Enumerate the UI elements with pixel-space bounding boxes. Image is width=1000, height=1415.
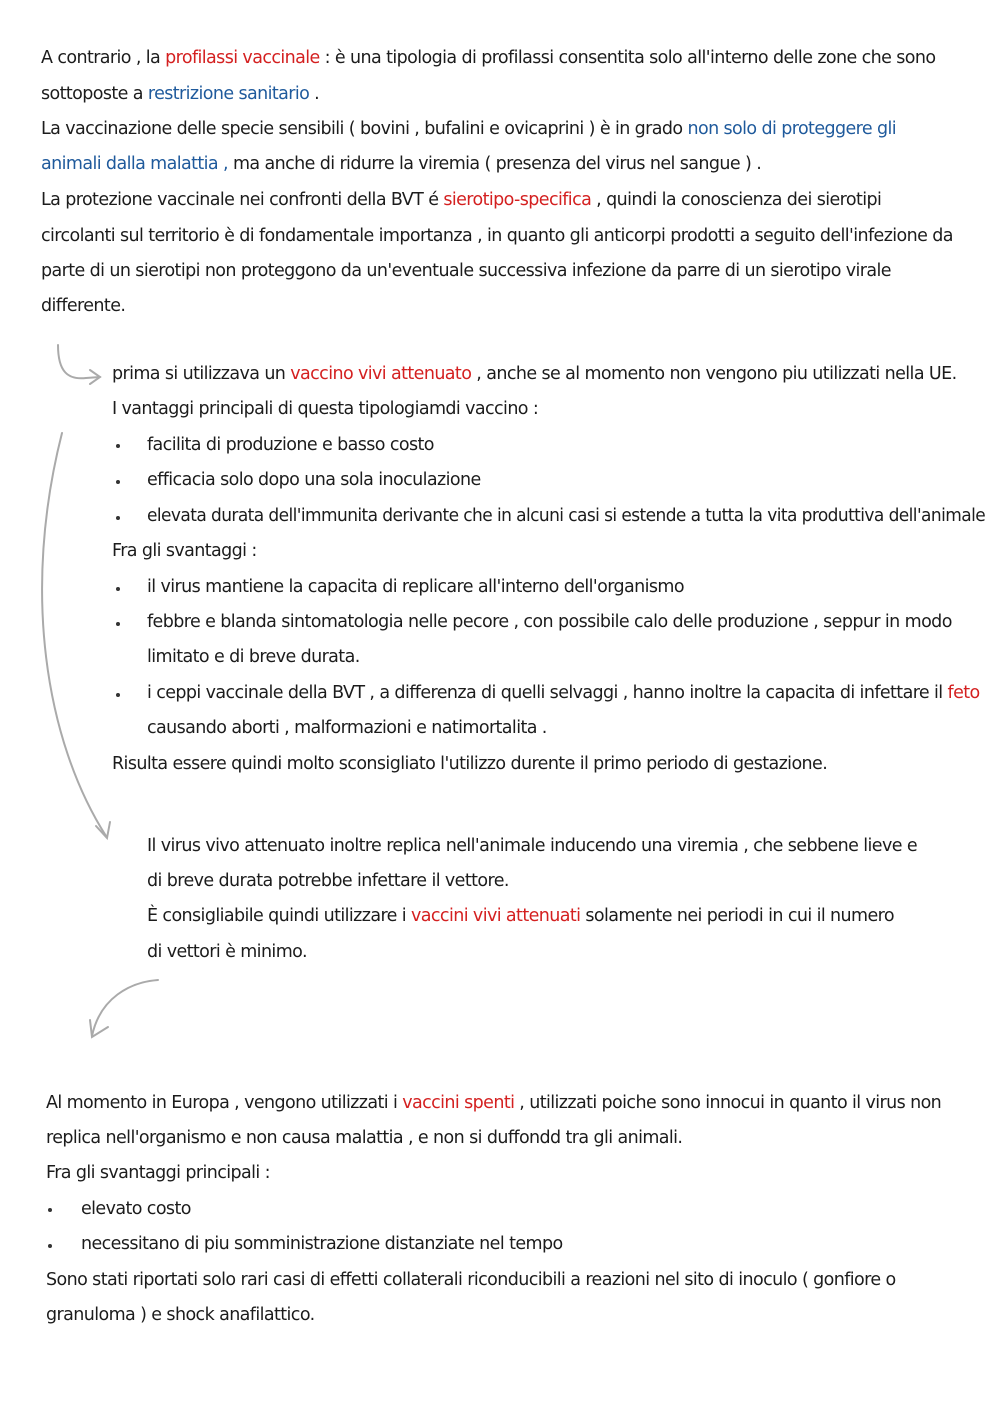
para1-line3: La vaccinazione delle specie sensibili ( bovini , bufalini e ovicaprini ) è in grado non solo di proteggere gli	[41, 119, 897, 139]
para1-line7: parte di un sierotipi non proteggono da un'eventuale successiva infezione da parre di un sierotipo virale	[41, 261, 891, 281]
bullet-icon	[116, 587, 120, 591]
para1-line1: A contrario , la profilassi vaccinale : è una tipologia di profilassi consentita solo all'interno delle zone che sono	[41, 48, 936, 68]
para4-disadvantages-title: Fra gli svantaggi principali :	[46, 1163, 270, 1183]
advantages-title: I vantaggi principali di questa tipologiamdi vaccino :	[112, 399, 539, 419]
para1-line6: circolanti sul territorio è di fondamentale importanza , in quanto gli anticorpi prodotti a seguito dell'infezione da	[41, 226, 953, 246]
para4-line1: Al momento in Europa , vengono utilizzati i vaccini spenti , utilizzati poiche sono innocui in quanto il virus non	[46, 1093, 942, 1113]
advantage-item: facilita di produzione e basso costo	[147, 435, 434, 455]
return-arrow-icon	[92, 980, 158, 1036]
para3-line3: È consigliabile quindi utilizzare i vaccini vivi attenuati solamente nei periodi in cui il numero	[147, 906, 894, 926]
bullet-icon	[48, 1244, 52, 1248]
curved-arrow-icon	[42, 433, 106, 836]
disadvantage-item-cont: causando aborti , malformazioni e natimortalita .	[147, 718, 547, 738]
para3-line4: di vettori è minimo.	[147, 942, 307, 962]
bullet-icon	[116, 444, 120, 448]
para1-line4: animali dalla malattia , ma anche di ridurre la viremia ( presenza del virus nel sangue ) .	[41, 154, 762, 174]
para4-line5: Sono stati riportati solo rari casi di effetti collaterali riconducibili a reazioni nel sito di inoculo ( gonfiore o	[46, 1270, 896, 1290]
para4-line2: replica nell'organismo e non causa malattia , e non si duffondd tra gli animali.	[46, 1128, 683, 1148]
list-item: elevato costo	[81, 1199, 191, 1219]
disadvantages-title: Fra gli svantaggi :	[112, 541, 257, 561]
para3-line2: di breve durata potrebbe infettare il vettore.	[147, 871, 509, 891]
advantage-item: elevata durata dell'immunita derivante che in alcuni casi si estende a tutta la vita produttiva dell'animale	[147, 506, 986, 526]
list-item: necessitano di piu somministrazione distanziate nel tempo	[81, 1234, 563, 1254]
para3-line1: Il virus vivo attenuato inoltre replica nell'animale inducendo una viremia , che sebbene lieve e	[147, 836, 918, 856]
disadvantage-item: febbre e blanda sintomatologia nelle pecore , con possibile calo delle produzione , seppur in modo	[147, 612, 952, 632]
advantage-item: efficacia solo dopo una sola inoculazione	[147, 470, 481, 490]
conclusion-line: Risulta essere quindi molto sconsigliato l'utilizzo durente il primo periodo di gestazione.	[112, 754, 828, 774]
bullet-icon	[116, 693, 120, 697]
para1-line2: sottoposte a restrizione sanitario .	[41, 84, 320, 104]
para4-line6: granuloma ) e shock anafilattico.	[46, 1305, 315, 1325]
bullet-icon	[116, 622, 120, 626]
bullet-icon	[116, 516, 120, 520]
live-vaccine-intro: prima si utilizzava un vaccino vivi attenuato , anche se al momento non vengono piu utilizzati nella UE.	[112, 364, 957, 384]
para1-line8: differente.	[41, 296, 126, 316]
bullet-icon	[48, 1208, 52, 1212]
bullet-icon	[116, 480, 120, 484]
disadvantage-item: i ceppi vaccinale della BVT , a differenza di quelli selvaggi , hanno inoltre la capacita di infettare il feto	[147, 683, 980, 703]
disadvantage-item: il virus mantiene la capacita di replicare all'interno dell'organismo	[147, 577, 684, 597]
para1-line5: La protezione vaccinale nei confronti della BVT é sierotipo-specifica , quindi la conoscienza dei sierotipi	[41, 190, 882, 210]
disadvantage-item-cont: limitato e di breve durata.	[147, 647, 360, 667]
